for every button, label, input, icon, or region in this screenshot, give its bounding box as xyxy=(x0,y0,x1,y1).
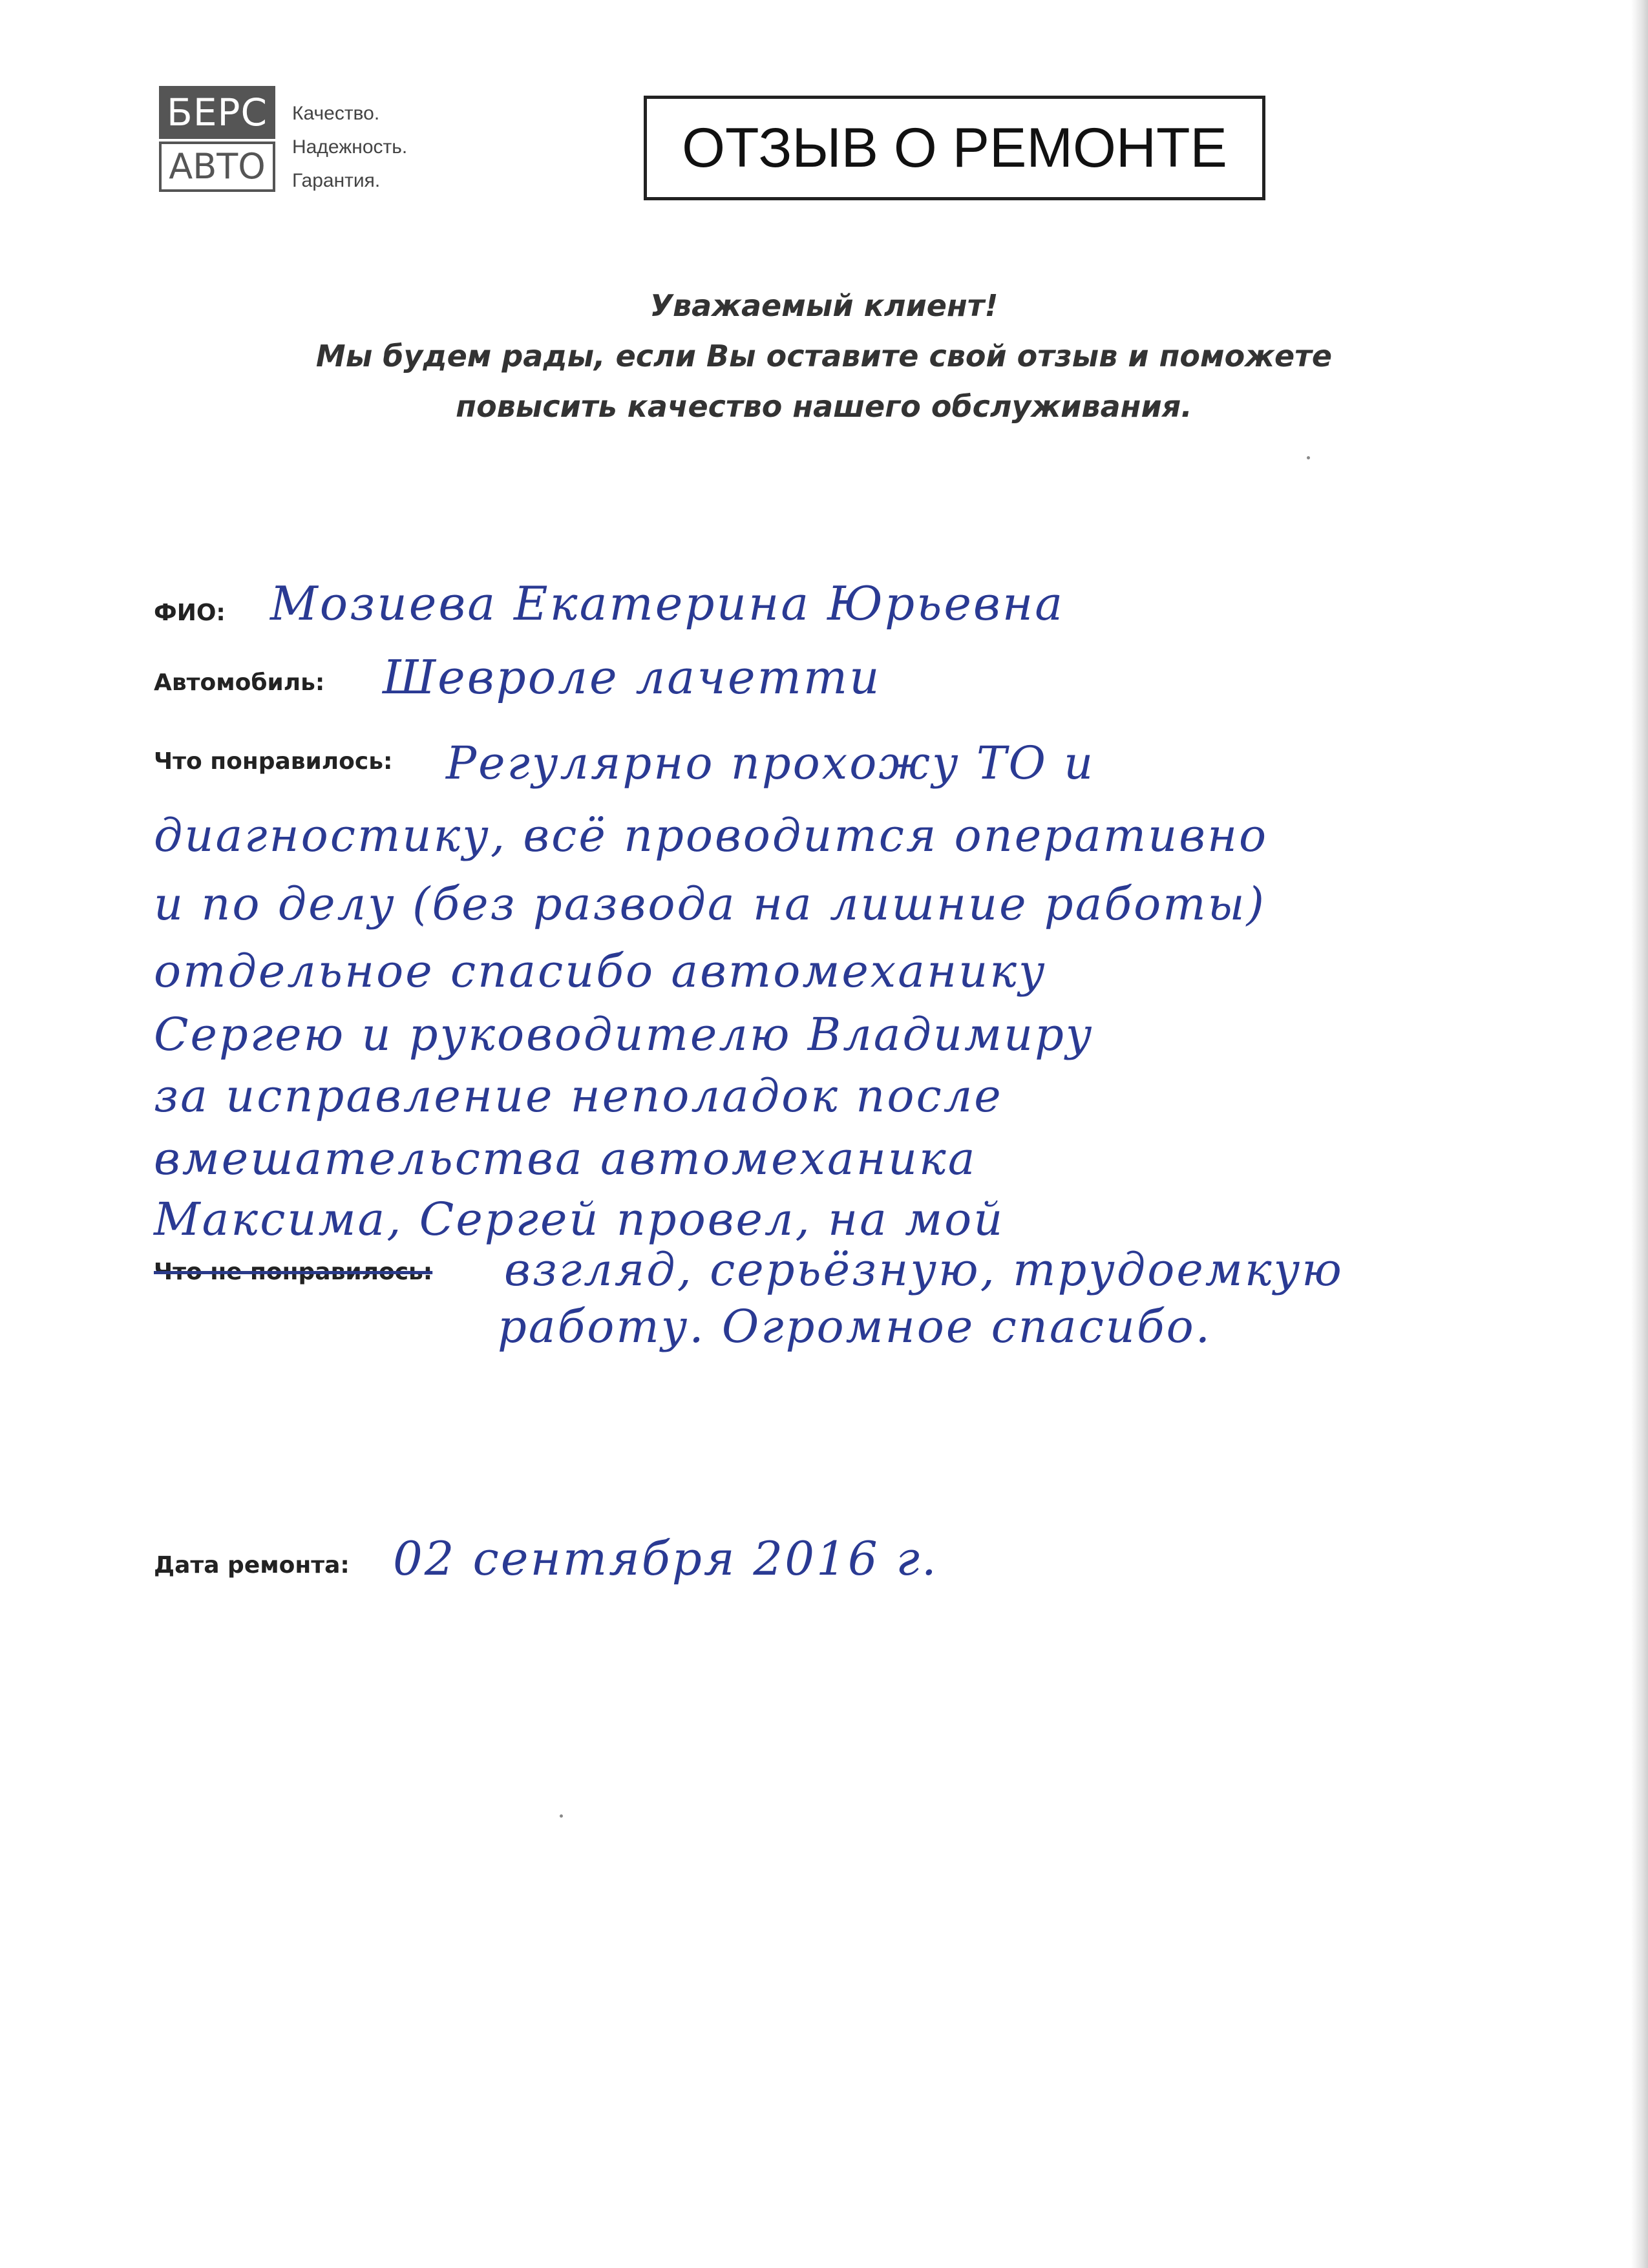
scan-speck xyxy=(560,1814,563,1818)
company-logo xyxy=(159,86,275,194)
name-value: Мозиева Екатерина Юрьевна xyxy=(270,576,1065,631)
liked-line-3: и по делу (без развода на лишние работы) xyxy=(154,877,1266,930)
liked-label: Что понравилось: xyxy=(154,748,393,775)
liked-line-9: взгляд, серьёзную, трудоемкую xyxy=(504,1243,1344,1296)
liked-line-6: за исправление неполадок после xyxy=(154,1069,1003,1122)
document-title xyxy=(644,96,1265,200)
car-value: Шевроле лачетти xyxy=(383,650,882,704)
liked-line-8: Максима, Сергей провел, на мой xyxy=(154,1193,1005,1246)
logo-bottom-text: АВТО xyxy=(159,142,275,192)
liked-line-1: Регулярно прохожу ТО и xyxy=(446,737,1095,790)
greeting-line-2: Мы будем рады, если Вы оставите свой отзыв и поможете xyxy=(315,339,1333,373)
scan-speck xyxy=(1307,456,1310,459)
liked-line-2: диагностику, всё проводится оперативно xyxy=(154,809,1269,862)
liked-line-7: вмешательства автомеханика xyxy=(154,1132,977,1185)
slogan-line-3: Гарантия. xyxy=(292,170,381,191)
greeting-block xyxy=(259,280,1389,432)
car-label: Автомобиль: xyxy=(154,669,325,696)
disliked-label: Что не понравилось: xyxy=(154,1259,433,1285)
slogan-line-1: Качество. xyxy=(292,103,380,124)
logo-top-text: БЕРС xyxy=(159,86,275,139)
document-title-text: ОТЗЫВ О РЕМОНТЕ xyxy=(682,116,1227,179)
name-label: ФИО: xyxy=(154,600,226,626)
slogan-line-2: Надежность. xyxy=(292,136,408,158)
greeting-line-1: Уважаемый клиент! xyxy=(650,288,998,323)
scan-page-edge xyxy=(1631,0,1648,2268)
date-label: Дата ремонта: xyxy=(154,1552,350,1579)
liked-line-10: работу. Огромное спасибо. xyxy=(498,1300,1212,1353)
date-value: 02 сентября 2016 г. xyxy=(393,1531,938,1586)
greeting-line-3: повысить качество нашего обслуживания. xyxy=(456,389,1192,424)
liked-line-4: отдельное спасибо автомеханику xyxy=(154,945,1047,998)
liked-line-5: Сергею и руководителю Владимиру xyxy=(154,1008,1094,1061)
company-slogan xyxy=(292,97,407,198)
